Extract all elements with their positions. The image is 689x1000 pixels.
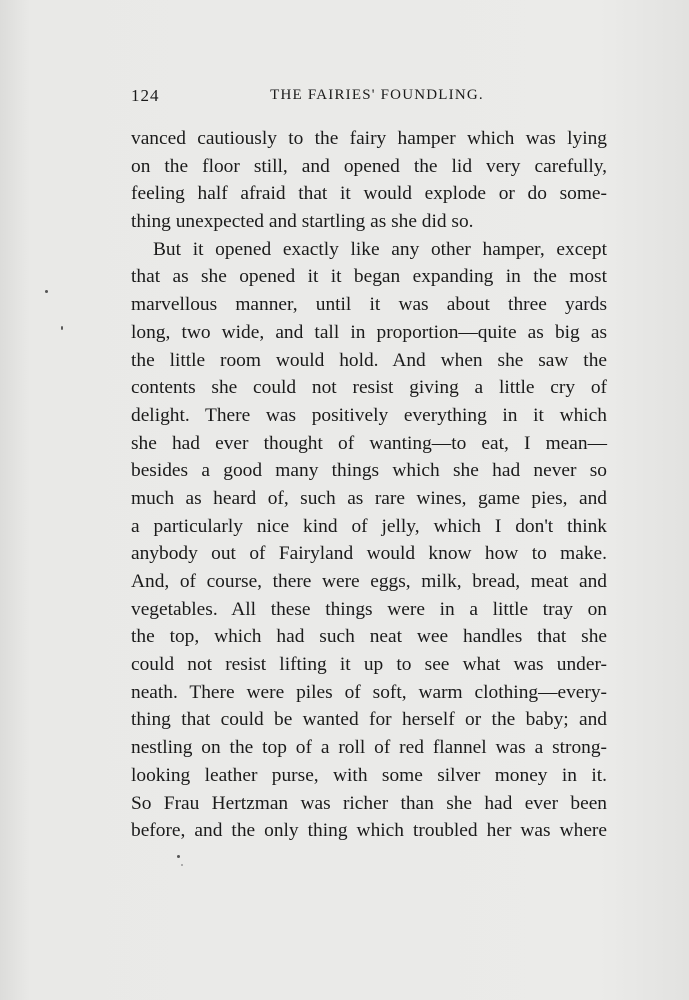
text-line: anybody out of Fairyland would know how to make. xyxy=(131,543,607,565)
text-line: delight. There was positively everything in it which xyxy=(131,404,607,426)
paper-speck xyxy=(61,326,63,330)
text-line: So Frau Hertzman was richer than she had ever been xyxy=(131,792,607,814)
page-number: 124 xyxy=(131,86,160,105)
text-line: the top, which had such neat wee handles that she xyxy=(131,626,607,648)
text-line: But it opened exactly like any other hamper, except xyxy=(153,238,607,260)
text-line: besides a good many things which she had never so xyxy=(131,460,607,482)
running-head xyxy=(131,86,607,110)
text-line: contents she could not resist giving a little cry of xyxy=(131,377,607,399)
text-line: marvellous manner, until it was about three yards xyxy=(131,294,607,316)
chapter-title: THE FAIRIES' FOUNDLING. xyxy=(270,87,484,103)
text-line: that as she opened it it began expanding in the most xyxy=(131,266,607,288)
text-line: on the floor still, and opened the lid very carefully, xyxy=(131,155,607,177)
paper-speck xyxy=(45,290,48,293)
text-line: feeling half afraid that it would explode or do some- xyxy=(131,183,607,205)
text-line: long, two wide, and tall in proportion—quite as big as xyxy=(131,321,607,343)
text-line: a particularly nice kind of jelly, which I don't think xyxy=(131,515,607,537)
body-text xyxy=(131,125,607,845)
text-line: nestling on the top of a roll of red flannel was a strong- xyxy=(131,737,607,759)
text-line: vegetables. All these things were in a little tray on xyxy=(131,598,607,620)
text-line: the little room would hold. And when she saw the xyxy=(131,349,607,371)
text-line: much as heard of, such as rare wines, game pies, and xyxy=(131,487,607,509)
text-line: she had ever thought of wanting—to eat, I mean— xyxy=(131,432,607,454)
text-line: thing that could be wanted for herself or the baby; and xyxy=(131,709,607,731)
text-line: looking leather purse, with some silver money in it. xyxy=(131,764,607,786)
text-line: And, of course, there were eggs, milk, bread, meat and xyxy=(131,571,607,592)
text-line: could not resist lifting it up to see what was under- xyxy=(131,654,607,676)
text-line: vanced cautiously to the fairy hamper which was lying xyxy=(131,128,607,149)
text-line: before, and the only thing which troubled her was where xyxy=(131,820,607,842)
paper-speck xyxy=(181,864,183,866)
text-line: neath. There were piles of soft, warm clothing—every- xyxy=(131,681,607,703)
text-line: thing unexpected and startling as she did so. xyxy=(131,211,474,233)
paper-speck xyxy=(177,855,180,858)
